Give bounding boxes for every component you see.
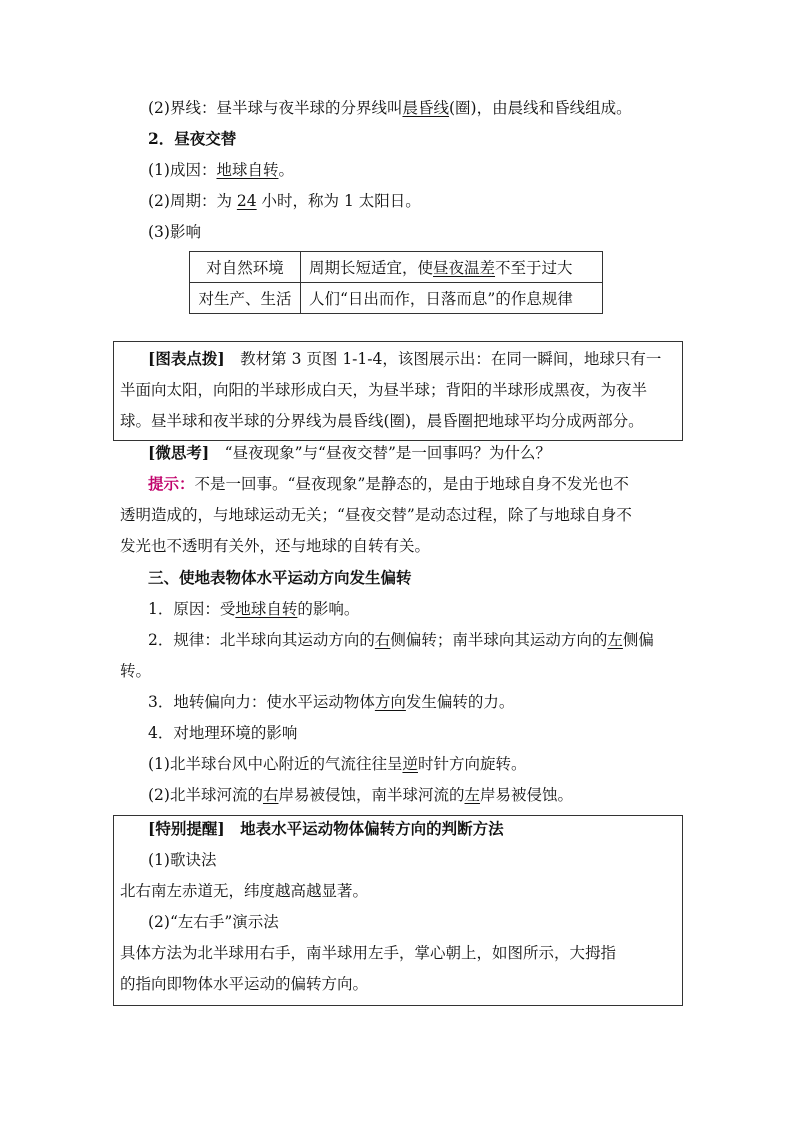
answer-blank: 昼夜温差	[433, 259, 496, 277]
influence-table	[189, 251, 603, 314]
answer-blank: 逆	[402, 755, 418, 773]
answer-blank: 左	[464, 786, 481, 804]
answer-blank: 24	[236, 192, 257, 210]
hand-method-line-2: 的指向即物体水平运动的偏转方向。	[120, 975, 369, 993]
text: 周期长短适宜，使	[309, 259, 434, 277]
cause-line	[148, 599, 359, 619]
coriolis-line	[148, 692, 514, 712]
text: 1．原因：受	[148, 600, 236, 618]
think-hint-line-1	[148, 474, 629, 494]
think-tag: [微思考]	[148, 443, 210, 462]
subheading-day-night-alternation: 2．昼夜交替	[148, 129, 237, 148]
text: 不是一回事。“昼夜现象”是静态的，是由于地球自身不发光也不	[194, 475, 629, 493]
hint-label: 提示：	[148, 474, 195, 493]
text: 人们“日出而作，日落而息”的作息规律	[309, 290, 573, 308]
text: 2．规律：北半球向其运动方向的	[148, 631, 375, 649]
rule-line-cont: 转。	[120, 662, 152, 680]
chart-tip-tag: [图表点拨]	[148, 349, 225, 368]
river-line	[148, 785, 573, 805]
table-row	[190, 252, 603, 283]
answer-blank: 左	[607, 631, 623, 649]
text: (2)周期：为	[148, 192, 237, 210]
text: (圈)，由晨线和昏线组成。	[448, 99, 632, 117]
text: (1)成因：	[148, 161, 217, 179]
text: 岸易被侵蚀，南半球河流的	[278, 786, 465, 804]
text: 不至于过大	[495, 259, 573, 277]
special-reminder-title: [特别提醒] 地表水平运动物体偏转方向的判断方法	[148, 819, 504, 838]
cause-text	[148, 160, 294, 180]
period-text	[148, 191, 421, 211]
rhyme-text: 北右南左赤道无，纬度越高越显著。	[120, 882, 369, 900]
think-hint-line-3: 发光也不透明有关外，还与地球的自转有关。	[120, 537, 431, 555]
text: 时针方向旋转。	[417, 755, 527, 773]
typhoon-line	[148, 754, 527, 774]
rhyme-method-heading: (1)歌诀法	[148, 851, 217, 869]
influence-heading: (3)影响	[148, 223, 201, 241]
table-cell	[301, 283, 603, 314]
answer-blank: 右	[262, 786, 279, 804]
text: (2)界线：昼半球与夜半球的分界线叫	[148, 99, 403, 117]
text: 的影响。	[297, 600, 360, 618]
table-row	[190, 283, 603, 314]
hand-method-heading: (2)“左右手”演示法	[148, 913, 279, 931]
rule-line	[148, 630, 654, 650]
text: 3．地转偏向力：使水平运动物体	[148, 693, 375, 711]
table-row-label: 对自然环境	[190, 252, 301, 283]
text: 侧偏	[622, 631, 654, 649]
table-row-label: 对生产、生活	[190, 283, 301, 314]
chart-tip-line-3: 球。昼半球和夜半球的分界线为晨昏线(圈)，晨昏圈把地球平均分成两部分。	[120, 412, 644, 430]
answer-blank: 方向	[374, 693, 406, 711]
text: 发生偏转的力。	[405, 693, 515, 711]
text: (2)北半球河流的	[148, 786, 263, 804]
answer-blank: 晨昏线	[402, 99, 449, 117]
text: (1)北半球台风中心附近的气流往往呈	[148, 755, 403, 773]
answer-blank: 地球自转	[235, 600, 298, 618]
chart-tip-line-1	[148, 349, 661, 369]
impact-heading: 4．对地理环境的影响	[148, 724, 298, 742]
text: 小时，称为 1 太阳日。	[256, 192, 421, 210]
think-question	[148, 443, 551, 463]
section-three-title: 三、使地表物体水平运动方向发生偏转	[148, 568, 412, 587]
boundary-line-text	[148, 98, 632, 118]
text: 教材第 3 页图 1-1-4，该图展示出：在同一瞬间，地球只有一	[224, 350, 662, 368]
text: 。	[278, 161, 294, 179]
chart-tip-line-2: 半面向太阳，向阳的半球形成白天，为昼半球；背阳的半球形成黑夜，为夜半	[120, 381, 648, 399]
text: 侧偏转；南半球向其运动方向的	[390, 631, 608, 649]
text: “昼夜现象”与“昼夜交替”是一回事吗？为什么？	[209, 444, 551, 462]
answer-blank: 右	[374, 631, 391, 649]
hand-method-line-1: 具体方法为北半球用右手，南半球用左手，掌心朝上，如图所示，大拇指	[120, 944, 617, 962]
think-hint-line-2: 透明造成的，与地球运动无关；“昼夜交替”是动态过程，除了与地球自身不	[120, 506, 632, 524]
answer-blank: 地球自转	[216, 161, 279, 179]
table-cell	[301, 252, 603, 283]
text: 岸易被侵蚀。	[480, 786, 574, 804]
